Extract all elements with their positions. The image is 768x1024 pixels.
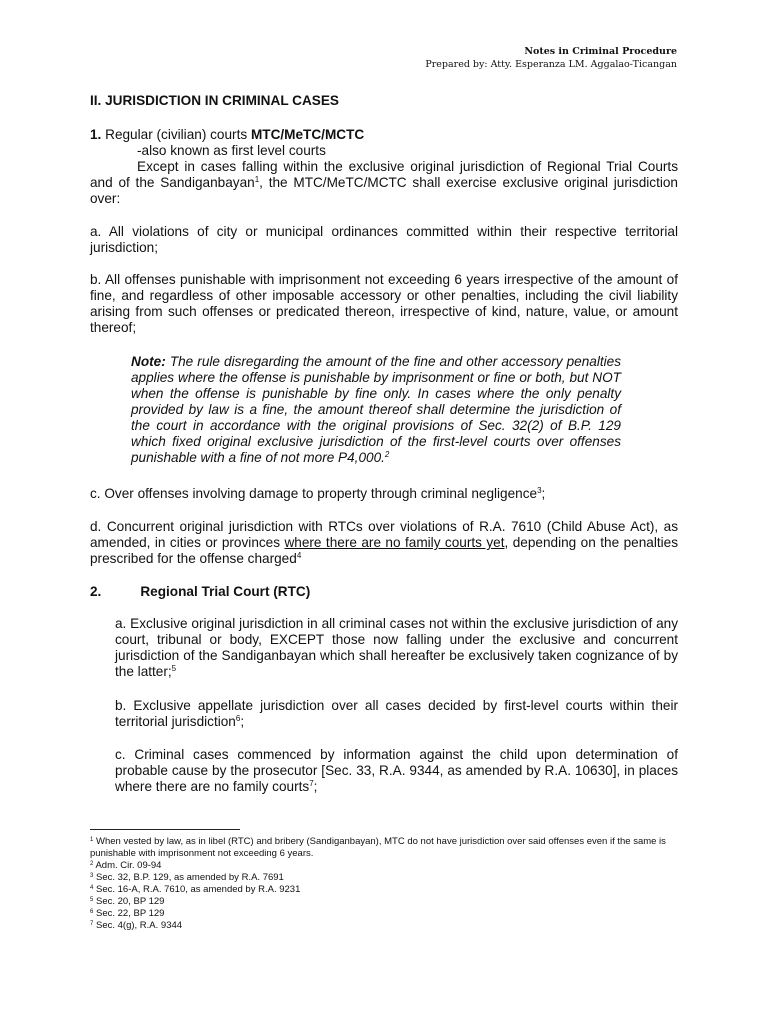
- item2-b: [115, 698, 678, 730]
- note-label: Note:: [131, 354, 166, 369]
- item1-d-end: , depending on the penalties prescribed for the offense charged: [90, 535, 678, 566]
- footnote-6: [90, 908, 690, 920]
- item2-b-end: ;: [240, 714, 245, 729]
- item1-d: [90, 519, 678, 567]
- footnote-7-number: 7: [90, 921, 94, 927]
- note-block: [131, 354, 621, 466]
- item1-c: [90, 486, 678, 502]
- item2-a-text: a. Exclusive original jurisdiction in all criminal cases not within the exclusive jurisdiction of any court, tribunal or body, EXCEPT those now falling under the exclusive and concurrent jurisdiction of the Sandiganbayan which shall hereafter be exclusively taken cognizance of by the latter;: [115, 616, 678, 679]
- footnote-1-number: 1: [90, 837, 94, 843]
- footnote-7-text: Sec. 4(g), R.A. 9344: [95, 920, 183, 931]
- item2-heading: [90, 584, 678, 600]
- footnote-3-number: 3: [90, 873, 94, 879]
- footnote-2-number: 2: [90, 861, 94, 867]
- item1-d-underline: where there are no family courts yet: [284, 535, 505, 550]
- footnote-ref-3: 3: [537, 486, 542, 495]
- footnote-2: [90, 860, 690, 872]
- footnote-1-text: When vested by law, as in libel (RTC) and bribery (Sandiganbayan), MTC do not have jurisdiction over said offenses even if the same is punishable with imprisonment not exceeding 6 years.: [90, 836, 666, 859]
- footnote-5: [90, 896, 690, 908]
- item2-b-text: b. Exclusive appellate jurisdiction over all cases decided by first-level courts within their territorial jurisdiction: [115, 698, 678, 729]
- item1-intro: Regular (civilian) courts: [105, 127, 248, 142]
- footnote-3: [90, 872, 690, 884]
- footnote-7: [90, 920, 690, 932]
- footnote-5-text: Sec. 20, BP 129: [95, 896, 165, 907]
- item1-a: a. All violations of city or municipal ordinances committed within their respective territorial jurisdiction;: [90, 224, 678, 255]
- item1-para-b: and of the Sandiganbayan: [90, 175, 255, 190]
- item1-d-start: d. Concurrent original jurisdiction with RTCs over violations of R.A. 7610 (Child Abuse Act), as amended, in cities or provinces: [90, 519, 678, 550]
- footnote-2-text: Adm. Cir. 09-94: [95, 860, 162, 871]
- header-prepared-by: Prepared by: Atty. Esperanza LM. Aggalao-Ticangan: [425, 59, 677, 70]
- footnote-3-text: Sec. 32, B.P. 129, as amended by R.A. 7691: [95, 872, 284, 883]
- item1-aka: -also known as first level courts: [137, 143, 326, 158]
- item2-c-text: c. Criminal cases commenced by information against the child upon determination of probable cause by the prosecutor [Sec. 33, R.A. 9344, as amended by R.A. 10630], in places where there are no family courts: [115, 747, 678, 794]
- footnote-1: [90, 836, 690, 859]
- item1-c-end: ;: [541, 486, 546, 501]
- item2-a: [115, 616, 678, 680]
- footnote-divider: [90, 829, 240, 830]
- footnote-ref-5: 5: [171, 664, 177, 673]
- item1-c-text: c. Over offenses involving damage to property through criminal negligence: [90, 486, 538, 501]
- footnote-6-text: Sec. 22, BP 129: [95, 908, 165, 919]
- item1-courts: MTC/MeTC/MCTC: [250, 127, 365, 142]
- footnote-ref-1: 1: [254, 175, 260, 184]
- item2-c-end: ;: [313, 779, 318, 794]
- item1-para-a: Except in cases falling within the exclusive original jurisdiction of Regional Trial Courts: [137, 159, 678, 174]
- footnote-6-number: 6: [90, 909, 94, 915]
- item1-number: 1.: [90, 127, 102, 142]
- footnote-ref-2: 2: [384, 450, 390, 459]
- item1-intro-paragraph: [90, 159, 678, 207]
- item2-c: [115, 747, 678, 795]
- item1-heading: [90, 127, 678, 143]
- section-title: II. JURISDICTION IN CRIMINAL CASES: [90, 93, 339, 108]
- footnote-5-number: 5: [90, 897, 94, 903]
- header-title: Notes in Criminal Procedure: [524, 46, 677, 57]
- footnote-ref-6: 6: [235, 714, 241, 723]
- item1-para-c: , the MTC/MeTC/MCTC shall exercise exclusive original jurisdiction over:: [90, 175, 678, 206]
- footnote-4-number: 4: [90, 885, 94, 891]
- footnote-4: [90, 884, 690, 896]
- item2-title: Regional Trial Court (RTC): [140, 584, 311, 599]
- footnote-ref-4: 4: [296, 551, 302, 560]
- footnote-ref-7: 7: [309, 779, 314, 788]
- footnote-4-text: Sec. 16-A, R.A. 7610, as amended by R.A. 9231: [95, 884, 301, 895]
- item1-b: b. All offenses punishable with imprisonment not exceeding 6 years irrespective of the amount of fine, and regardless of other imposable accessory or other penalties, including the civil liability arising from such offenses or predicated thereon, irrespective of kind, nature, value, or amount thereof;: [90, 272, 678, 335]
- item2-number: 2.: [90, 584, 102, 599]
- note-text: The rule disregarding the amount of the fine and other accessory penalties applies where the offense is punishable by imprisonment or fine or both, but NOT when the offense is punishable by fine only. In cases where the only penalty provided by law is a fine, the amount thereof shall determine the jurisdiction of the court in accordance with the original provisions of Sec. 32(2) of B.P. 129 which fixed original exclusive jurisdiction of the first-level courts over offenses punishable with a fine of not more P4,000.: [131, 354, 622, 465]
